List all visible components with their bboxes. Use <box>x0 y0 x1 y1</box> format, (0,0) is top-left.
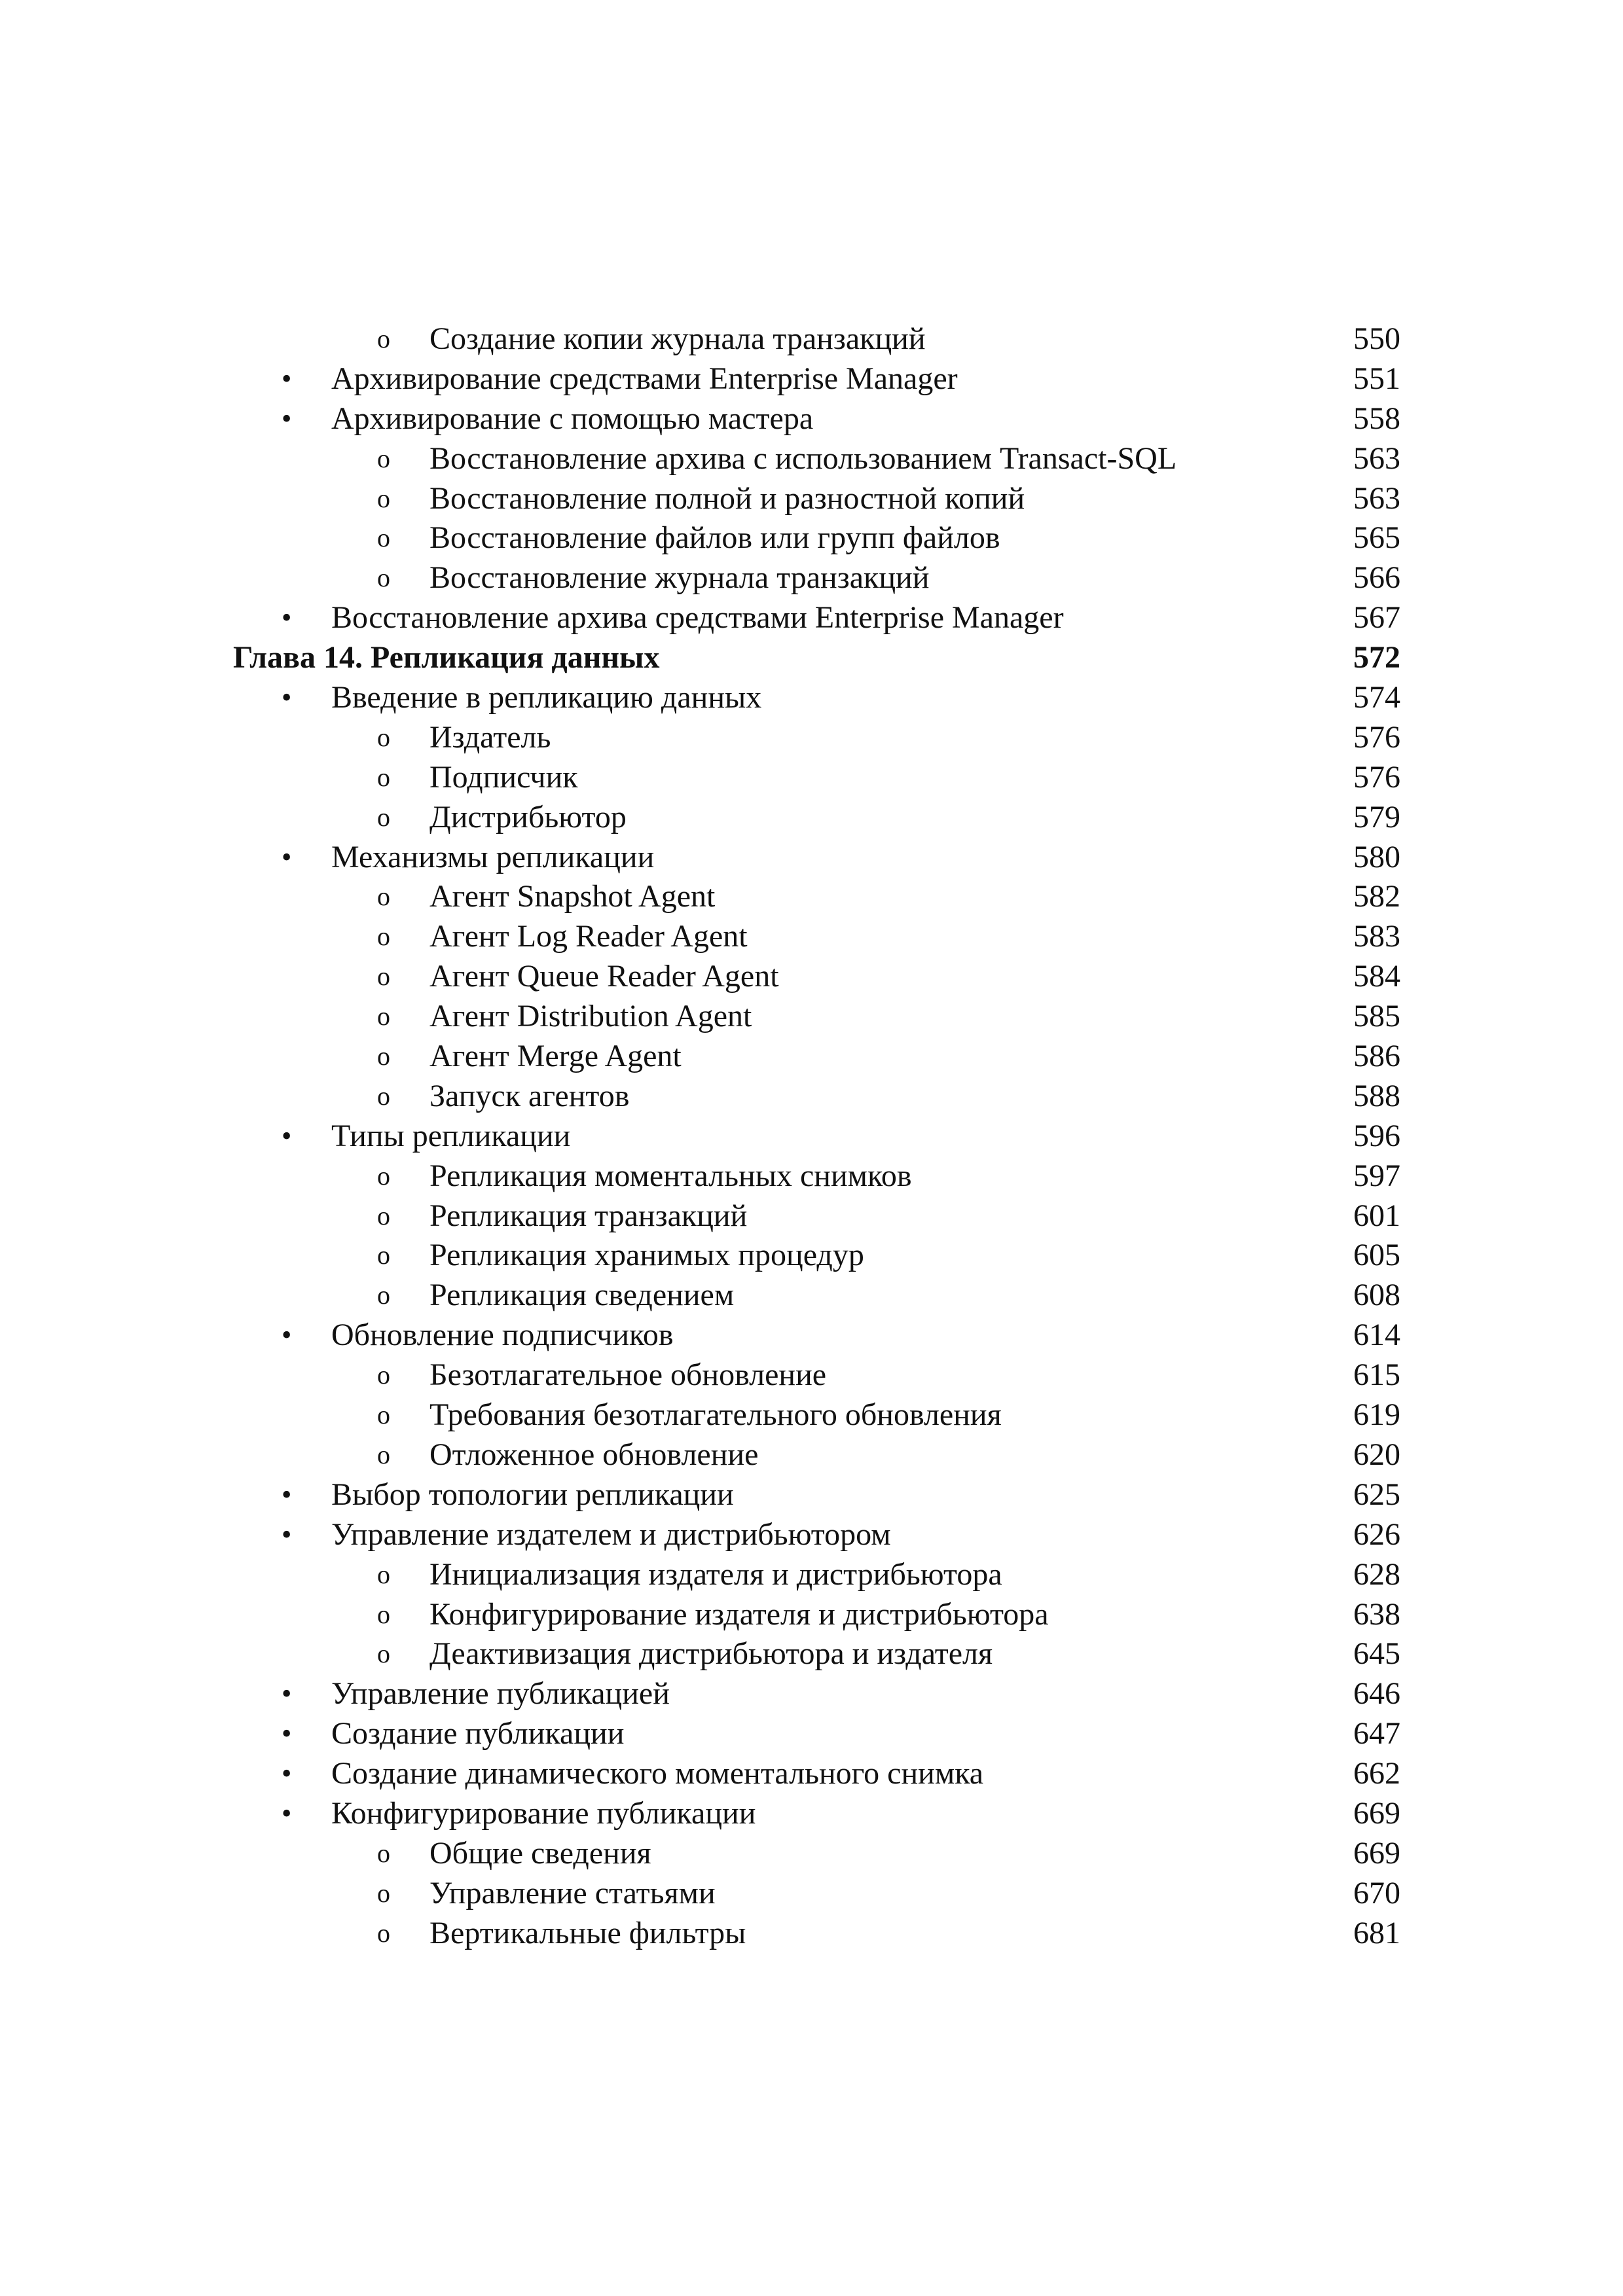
toc-entry <box>0 1435 1623 1475</box>
toc-page-number: 626 <box>1353 1516 1400 1552</box>
circle-bullet-icon: o <box>377 483 390 513</box>
bullet-icon: • <box>282 402 292 435</box>
toc-entry-title: Введение в репликацию данных <box>331 680 762 715</box>
circle-bullet-icon: o <box>377 1160 390 1191</box>
circle-bullet-icon: o <box>377 324 390 353</box>
toc-page-number: 619 <box>1353 1397 1400 1433</box>
circle-bullet-icon: o <box>377 1280 390 1310</box>
circle-bullet-icon: o <box>377 1400 390 1430</box>
toc-entry <box>0 1077 1623 1117</box>
toc-entry-title: Управление статьями <box>429 1875 716 1910</box>
toc-entry-title: Конфигурирование издателя и дистрибьютора <box>429 1596 1049 1632</box>
bullet-icon: • <box>282 681 292 714</box>
toc-entry-title: Деактивизация дистрибьютора и издателя <box>429 1636 993 1672</box>
toc-page-number: 583 <box>1353 919 1400 954</box>
bullet-icon: • <box>282 1677 292 1710</box>
toc-page-number: 585 <box>1353 999 1400 1034</box>
toc-page-number: 628 <box>1353 1556 1400 1592</box>
toc-page-number: 566 <box>1353 560 1400 596</box>
circle-bullet-icon: o <box>377 961 390 992</box>
toc-entry <box>0 1794 1623 1834</box>
toc-page-number: 645 <box>1353 1636 1400 1672</box>
toc-entry-title: Агент Queue Reader Agent <box>429 959 779 994</box>
toc-entry-title: Восстановление журнала транзакций <box>429 560 930 596</box>
toc-page-number: 574 <box>1353 680 1400 715</box>
toc-entry-title: Механизмы репликации <box>331 839 655 874</box>
toc-page-number: 625 <box>1353 1477 1400 1512</box>
circle-bullet-icon: o <box>377 1838 390 1868</box>
circle-bullet-icon: o <box>377 1918 390 1948</box>
toc-entry <box>0 877 1623 917</box>
toc-entry <box>0 319 1623 359</box>
toc-entry-title: Репликация сведением <box>429 1278 735 1313</box>
toc-page-number: 580 <box>1353 839 1400 874</box>
toc-page-number: 586 <box>1353 1039 1400 1074</box>
bullet-icon: • <box>282 840 292 873</box>
bullet-icon: • <box>282 1478 292 1511</box>
bullet-icon: • <box>282 1757 292 1790</box>
toc-entry <box>0 1714 1623 1754</box>
toc-page-number: 567 <box>1353 600 1400 636</box>
toc-page-number: 558 <box>1353 401 1400 436</box>
toc-entry <box>0 1834 1623 1874</box>
bullet-icon: • <box>282 1518 292 1551</box>
toc-entry <box>0 479 1623 519</box>
toc-entry <box>0 678 1623 718</box>
toc-entry <box>0 838 1623 878</box>
toc-entry-title: Общие сведения <box>429 1835 651 1871</box>
toc-entry <box>0 1395 1623 1435</box>
toc-entry-title: Восстановление архива средствами Enterprise Manager <box>331 600 1064 636</box>
toc-page-number: 669 <box>1353 1835 1400 1871</box>
circle-bullet-icon: o <box>377 443 390 473</box>
circle-bullet-icon: o <box>377 1200 390 1230</box>
circle-bullet-icon: o <box>377 523 390 553</box>
toc-entry-title: Обновление подписчиков <box>331 1318 674 1353</box>
toc-page-number: 550 <box>1353 321 1400 356</box>
circle-bullet-icon: o <box>377 802 390 832</box>
toc-page-number: 565 <box>1353 520 1400 556</box>
toc-entry <box>0 1515 1623 1555</box>
bullet-icon: • <box>282 1797 292 1829</box>
toc-entry <box>0 1475 1623 1515</box>
toc-entry-title: Конфигурирование публикации <box>331 1795 756 1831</box>
circle-bullet-icon: o <box>377 1599 390 1629</box>
toc-entry <box>0 997 1623 1037</box>
circle-bullet-icon: o <box>377 922 390 952</box>
toc-page-number: 669 <box>1353 1795 1400 1831</box>
toc-page-number: 662 <box>1353 1756 1400 1791</box>
toc-entry <box>0 1674 1623 1714</box>
toc-entry-title: Выбор топологии репликации <box>331 1477 734 1512</box>
toc-entry <box>0 1236 1623 1276</box>
toc-entry-title: Управление публикацией <box>331 1676 670 1712</box>
toc-entry <box>0 917 1623 957</box>
toc-page-number: 563 <box>1353 480 1400 516</box>
bullet-icon: • <box>282 1319 292 1352</box>
toc-page-number: 579 <box>1353 799 1400 834</box>
toc-entry-title: Создание публикации <box>331 1716 625 1751</box>
toc-page-number: 597 <box>1353 1158 1400 1193</box>
toc-page-number: 588 <box>1353 1078 1400 1113</box>
toc-entry <box>0 1914 1623 1954</box>
toc-entry-title: Архивирование с помощью мастера <box>331 401 814 436</box>
toc-entry-title: Подписчик <box>429 759 578 795</box>
toc-entry <box>0 1754 1623 1794</box>
table-of-contents <box>0 319 1623 1954</box>
toc-entry <box>0 1355 1623 1395</box>
toc-page-number: 596 <box>1353 1118 1400 1153</box>
toc-entry-title: Восстановление полной и разностной копий <box>429 480 1025 516</box>
toc-page-number: 620 <box>1353 1437 1400 1472</box>
toc-entry <box>0 1117 1623 1157</box>
toc-entry-title: Восстановление файлов или групп файлов <box>429 520 1000 556</box>
toc-page-number: 563 <box>1353 440 1400 476</box>
toc-entry-title: Дистрибьютор <box>429 799 627 834</box>
toc-entry <box>0 957 1623 997</box>
toc-chapter-heading <box>0 638 1623 678</box>
toc-entry-title: Агент Distribution Agent <box>429 999 752 1034</box>
toc-page-number: 582 <box>1353 879 1400 914</box>
bullet-icon: • <box>282 362 292 395</box>
toc-page-number: 670 <box>1353 1875 1400 1910</box>
toc-entry-title: Создание динамического моментального снимка <box>331 1756 984 1791</box>
circle-bullet-icon: o <box>377 1559 390 1589</box>
toc-entry <box>0 1037 1623 1077</box>
toc-entry-title: Запуск агентов <box>429 1078 630 1113</box>
toc-entry-title: Репликация моментальных снимков <box>429 1158 912 1193</box>
toc-entry <box>0 1874 1623 1914</box>
toc-entry <box>0 1276 1623 1316</box>
toc-entry-title: Создание копии журнала транзакций <box>429 321 926 356</box>
toc-entry-title: Безотлагательное обновление <box>429 1357 827 1393</box>
circle-bullet-icon: o <box>377 1240 390 1270</box>
toc-entry <box>0 359 1623 399</box>
toc-page-number: 551 <box>1353 361 1400 396</box>
toc-entry <box>0 598 1623 638</box>
toc-page-number: 614 <box>1353 1318 1400 1353</box>
toc-page-number: 605 <box>1353 1238 1400 1273</box>
toc-entry-title: Глава 14. Репликация данных <box>233 640 660 675</box>
toc-entry-title: Отложенное обновление <box>429 1437 759 1472</box>
toc-page-number: 576 <box>1353 719 1400 755</box>
toc-page-number: 601 <box>1353 1198 1400 1233</box>
bullet-icon: • <box>282 1717 292 1750</box>
toc-page-number: 646 <box>1353 1676 1400 1712</box>
toc-entry <box>0 798 1623 838</box>
circle-bullet-icon: o <box>377 1639 390 1669</box>
toc-entry <box>0 1634 1623 1674</box>
toc-entry <box>0 758 1623 798</box>
bullet-icon: • <box>282 1119 292 1152</box>
toc-entry <box>0 1157 1623 1196</box>
toc-page-number: 638 <box>1353 1596 1400 1632</box>
toc-entry-title: Архивирование средствами Enterprise Manager <box>331 361 958 396</box>
circle-bullet-icon: o <box>377 1041 390 1071</box>
circle-bullet-icon: o <box>377 1360 390 1390</box>
toc-entry-title: Репликация хранимых процедур <box>429 1238 864 1273</box>
toc-entry <box>0 399 1623 439</box>
circle-bullet-icon: o <box>377 1081 390 1111</box>
toc-entry <box>0 518 1623 558</box>
bullet-icon: • <box>282 601 292 634</box>
circle-bullet-icon: o <box>377 1439 390 1469</box>
toc-page-number: 572 <box>1353 640 1400 675</box>
toc-entry-title: Агент Merge Agent <box>429 1039 682 1074</box>
circle-bullet-icon: o <box>377 1878 390 1908</box>
toc-entry-title: Управление издателем и дистрибьютором <box>331 1516 891 1552</box>
toc-entry <box>0 1555 1623 1595</box>
toc-entry-title: Издатель <box>429 719 551 755</box>
toc-entry <box>0 718 1623 758</box>
circle-bullet-icon: o <box>377 762 390 792</box>
toc-entry-title: Типы репликации <box>331 1118 571 1153</box>
toc-page-number: 608 <box>1353 1278 1400 1313</box>
toc-entry-title: Вертикальные фильтры <box>429 1915 746 1950</box>
circle-bullet-icon: o <box>377 882 390 912</box>
toc-page-number: 647 <box>1353 1716 1400 1751</box>
toc-page-number: 576 <box>1353 759 1400 795</box>
toc-entry-title: Агент Snapshot Agent <box>429 879 716 914</box>
toc-entry <box>0 1595 1623 1635</box>
toc-entry-title: Агент Log Reader Agent <box>429 919 748 954</box>
circle-bullet-icon: o <box>377 722 390 752</box>
toc-entry <box>0 1196 1623 1236</box>
toc-entry-title: Инициализация издателя и дистрибьютора <box>429 1556 1002 1592</box>
toc-entry <box>0 558 1623 598</box>
toc-entry <box>0 439 1623 479</box>
circle-bullet-icon: o <box>377 563 390 593</box>
toc-page-number: 681 <box>1353 1915 1400 1950</box>
circle-bullet-icon: o <box>377 1001 390 1031</box>
toc-entry-title: Требования безотлагательного обновления <box>429 1397 1002 1433</box>
toc-entry <box>0 1316 1623 1355</box>
toc-entry-title: Репликация транзакций <box>429 1198 748 1233</box>
toc-page-number: 584 <box>1353 959 1400 994</box>
toc-page-number: 615 <box>1353 1357 1400 1393</box>
toc-entry-title: Восстановление архива с использованием Transact-SQL <box>429 440 1177 476</box>
